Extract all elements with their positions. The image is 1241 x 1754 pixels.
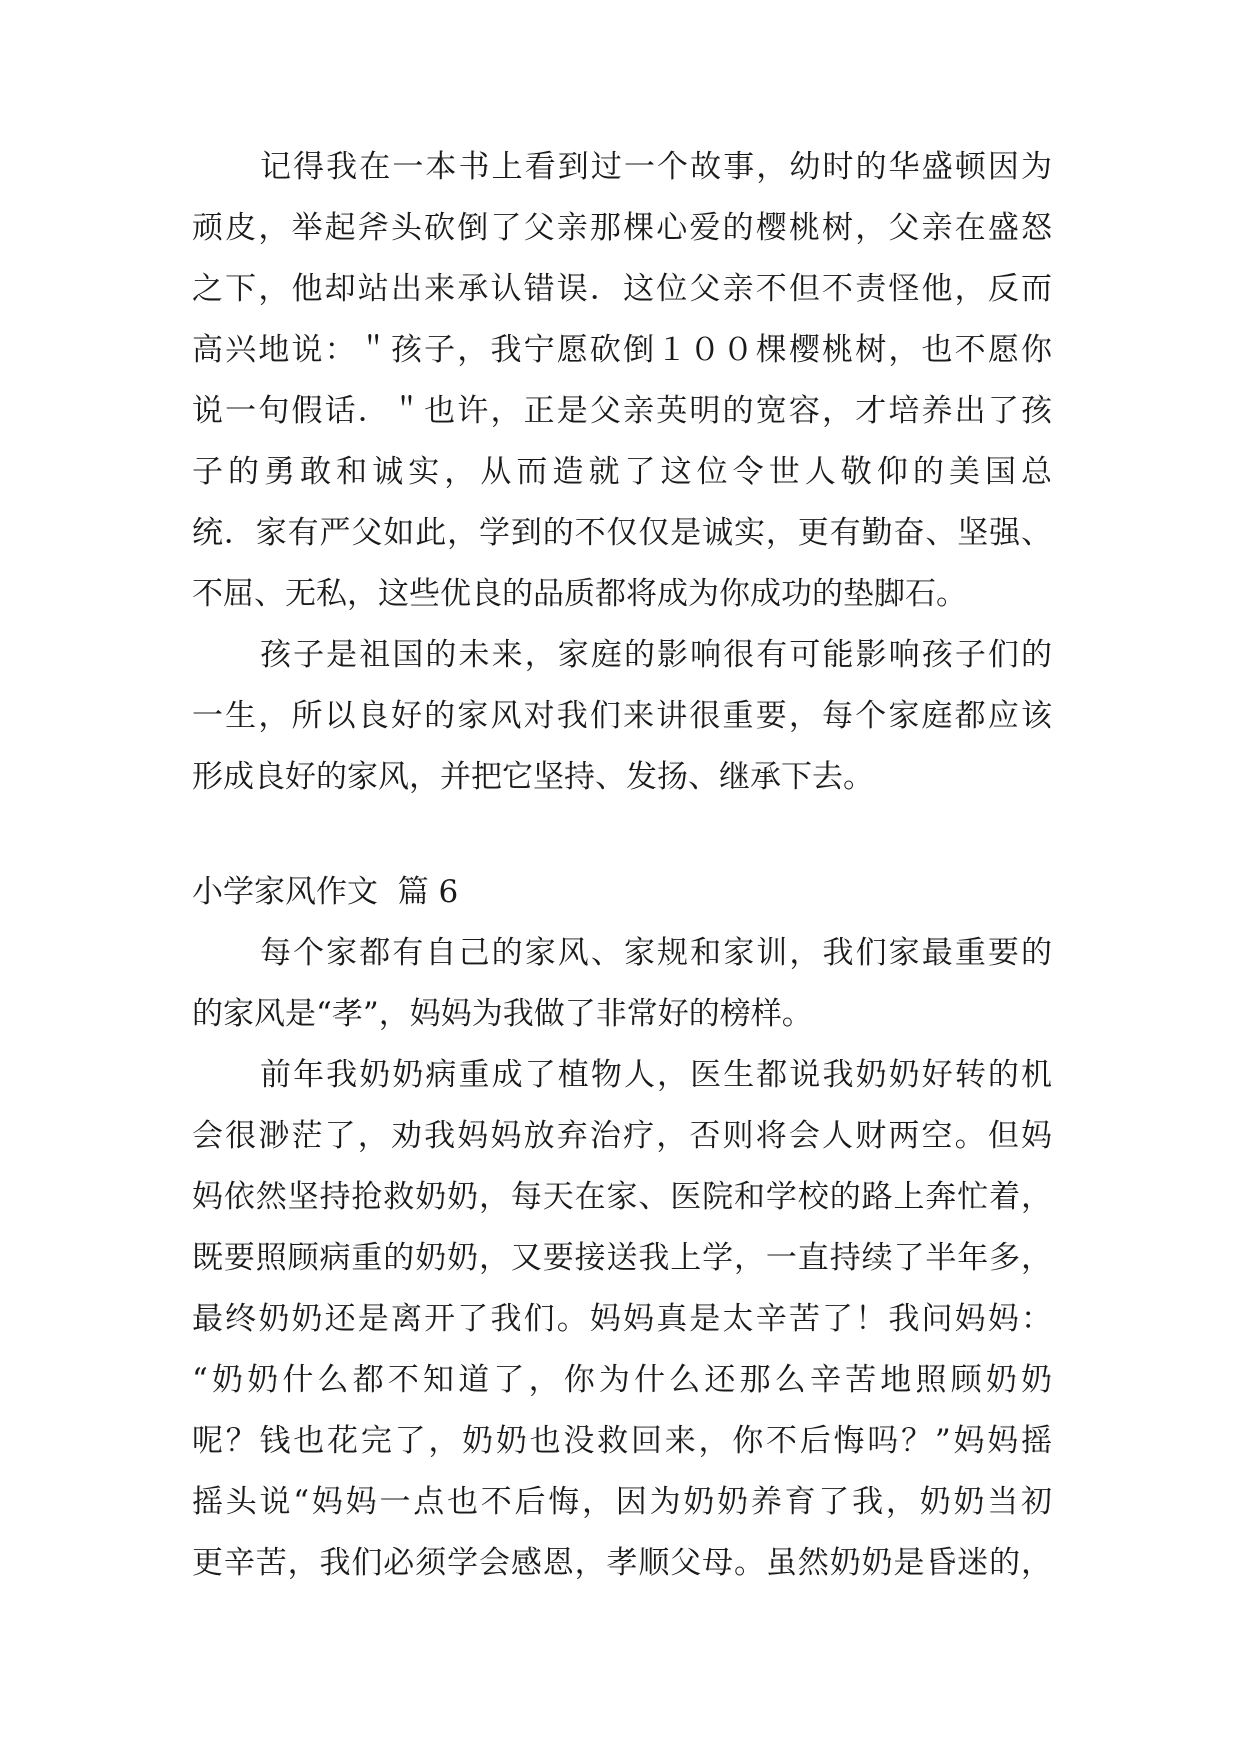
paragraph-line: 顽皮，举起斧头砍倒了父亲那棵心爱的樱桃树，父亲在盛怒 [192, 210, 1052, 246]
paragraph-line: 形成良好的家风，并把它坚持、发扬、继承下去。 [192, 759, 874, 795]
paragraph-line: 每个家都有自己的家风、家规和家训，我们家最重要的 [260, 935, 1052, 971]
paragraph-line: 一生，所以良好的家风对我们来讲很重要，每个家庭都应该 [192, 698, 1052, 734]
paragraph-line: 的家风是“孝”，妈妈为我做了非常好的榜样。 [192, 996, 813, 1032]
paragraph-line: 妈依然坚持抢救奶奶，每天在家、医院和学校的路上奔忙着， [192, 1179, 1052, 1215]
paragraph-line: 子的勇敢和诚实，从而造就了这位令世人敬仰的美国总 [192, 454, 1052, 490]
paragraph-line: 记得我在一本书上看到过一个故事，幼时的华盛顿因为 [260, 149, 1052, 185]
paragraph-line: 之下，他却站出来承认错误．这位父亲不但不责怪他，反而 [192, 271, 1052, 307]
paragraph-line: 最终奶奶还是离开了我们。妈妈真是太辛苦了！我问妈妈： [192, 1301, 1052, 1337]
paragraph-line: 高兴地说：＂孩子，我宁愿砍倒１００棵樱桃树，也不愿你 [192, 332, 1052, 368]
paragraph-line: 孩子是祖国的未来，家庭的影响很有可能影响孩子们的 [260, 637, 1052, 673]
section-heading: 小学家风作文 篇 6 [192, 874, 459, 910]
paragraph-line: 不屈、无私，这些优良的品质都将成为你成功的垫脚石。 [192, 576, 967, 612]
paragraph-line: 呢？钱也花完了，奶奶也没救回来，你不后悔吗？”妈妈摇 [192, 1423, 1052, 1459]
paragraph-washington-story [192, 137, 1052, 625]
paragraph-grandmother-story [192, 1045, 1052, 1594]
paragraph-line: 前年我奶奶病重成了植物人，医生都说我奶奶好转的机 [260, 1057, 1052, 1093]
paragraph-line: 摇头说“妈妈一点也不后悔，因为奶奶养育了我，奶奶当初 [192, 1484, 1052, 1520]
paragraph-line: 既要照顾病重的奶奶，又要接送我上学，一直持续了半年多， [192, 1240, 1052, 1276]
paragraph-line: 统．家有严父如此，学到的不仅仅是诚实，更有勤奋、坚强、 [192, 515, 1052, 551]
paragraph-family-importance [192, 625, 1052, 808]
paragraph-line: “奶奶什么都不知道了，你为什么还那么辛苦地照顾奶奶 [192, 1362, 1052, 1398]
paragraph-line: 说一句假话．＂也许，正是父亲英明的宽容，才培养出了孩 [192, 393, 1052, 429]
paragraph-line: 会很渺茫了，劝我妈妈放弃治疗，否则将会人财两空。但妈 [192, 1118, 1052, 1154]
paragraph-family-motto [192, 923, 1052, 1045]
paragraph-line: 更辛苦，我们必须学会感恩，孝顺父母。虽然奶奶是昏迷的， [192, 1545, 1052, 1581]
